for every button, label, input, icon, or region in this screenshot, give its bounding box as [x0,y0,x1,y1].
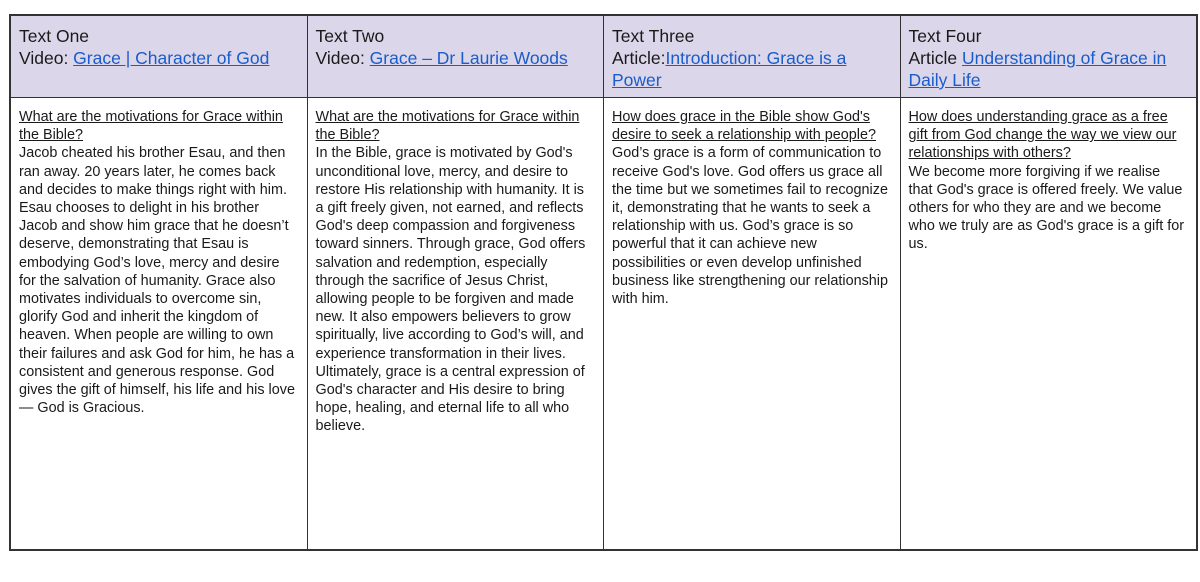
question-text: How does understanding grace as a free gift from God change the way we view our relationships with others? [908,109,1177,162]
answer-text: Jacob cheated his brother Esau, and then ran away. 20 years later, he comes back and decides to make things right with him. Esau chooses to delight in his brother Jacob and show him grace that he doesn’t deserve, demonstrating that Esau is embodying God’s love, mercy and desire for the salvation of humanity. Grace also motivates individuals to overcome sin, glorify God and inherit the kingdom of heaven. When people are willing to own their failures and ask God for him, he has a consistent and generous response. God gives the gift of himself, his life and his love — God is Gracious. [19,145,295,417]
source-line [612,47,892,91]
source-link[interactable]: Grace | Character of God [73,48,270,68]
table-body-row [11,98,1197,550]
body-cell-text-three [604,98,901,550]
body-cell-text-one [11,98,308,550]
answer-text: In the Bible, grace is motivated by God's unconditional love, mercy, and desire to restore His relationship with humanity. It is a gift freely given, not earned, and reflects God's deep compassion and forgiveness toward sinners. Through grace, God offers salvation and redemption, especially through the sacrifice of Jesus Christ, allowing people to be forgiven and made new. It also empowers believers to grow spiritually, live according to God’s will, and experience transformation in their lives. Ultimately, grace is a central expression of God's character and His desire to bring hope, healing, and eternal life to all who believe. [315,145,586,435]
source-line [909,47,1189,91]
source-link[interactable]: Grace – Dr Laurie Woods [369,48,568,68]
source-type-label: Video: [19,48,74,68]
header-cell-text-four [900,16,1197,98]
body-cell-text-two [307,98,604,550]
comparison-table [9,14,1198,551]
answer-text: We become more forgiving if we realise that God's grace is offered freely. We value others for who they are and we become who we truly are as God's grace is a gift for us. [908,163,1184,253]
header-cell-text-two [307,16,604,98]
answer-text: God’s grace is a form of communication to receive God's love. God offers us grace all the time but we sometimes fail to recognize it, demonstrating that he wants to seek a relationship with us. God’s grace is so powerful that it can achieve new possibilities or even develop unfinished business like strengthening our relationship with him. [612,145,888,308]
source-type-label: Article: [612,48,666,68]
source-link[interactable]: Introduction: Grace is a Power [612,48,847,90]
texts-table [10,15,1197,550]
source-type-label: Video: [315,48,370,68]
column-title: Text One [19,26,90,46]
source-line [19,47,299,69]
question-text: What are the motivations for Grace within the Bible? [315,109,580,144]
body-cell-text-four [900,98,1197,550]
header-cell-text-one [11,16,308,98]
question-text: How does grace in the Bible show God's desire to seek a relationship with people? [612,109,876,144]
header-cell-text-three [604,16,901,98]
column-title: Text Two [315,26,385,46]
source-link[interactable]: Understanding of Grace in Daily Life [908,48,1167,90]
question-text: What are the motivations for Grace within the Bible? [19,109,283,144]
source-type-label: Article [908,48,962,68]
column-title: Text Four [908,26,982,46]
source-line [316,47,596,69]
table-header-row [11,16,1197,98]
column-title: Text Three [612,26,695,46]
